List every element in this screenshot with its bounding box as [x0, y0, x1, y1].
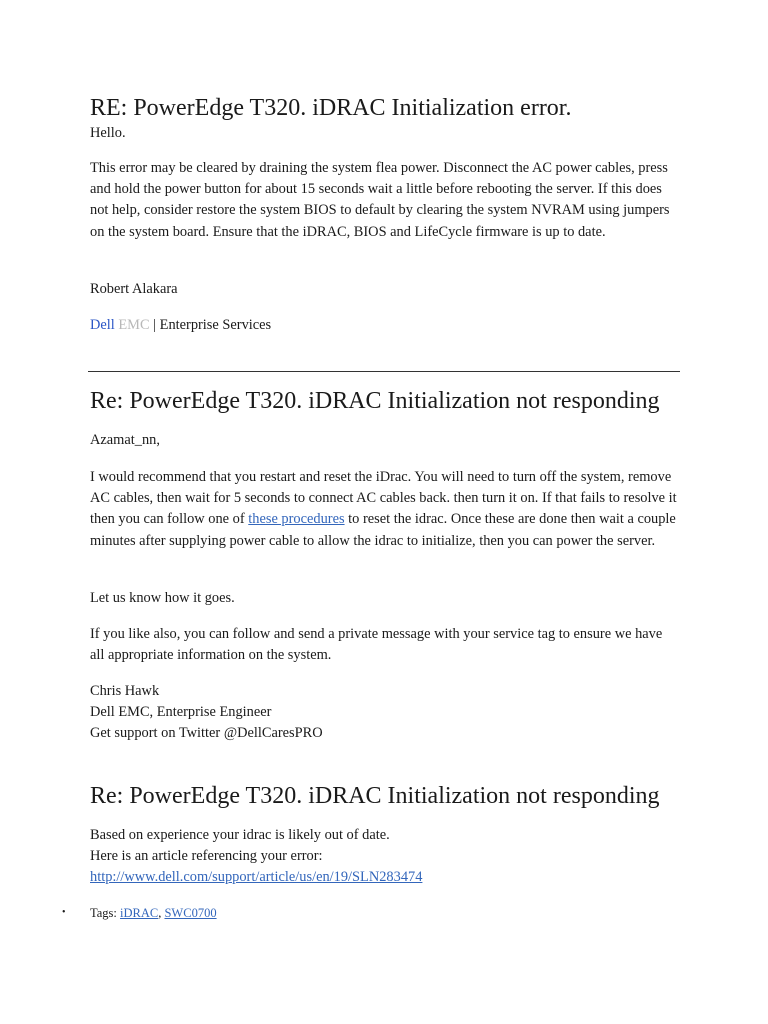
dell-brand: Dell — [90, 317, 115, 333]
post2-signature-name: Chris Hawk — [90, 683, 160, 699]
tag-swc0700-link[interactable]: SWC0700 — [164, 906, 217, 920]
these-procedures-link[interactable]: these procedures — [248, 511, 345, 528]
post3-title: Re: PowerEdge T320. iDRAC Initialization not responding — [90, 783, 660, 809]
post2-signature-role: Dell EMC, Enterprise Engineer — [90, 704, 272, 720]
enterprise-services: | Enterprise Services — [149, 317, 272, 333]
post2-body — [90, 467, 680, 552]
post2-private-message: If you like also, you can follow and send a private message with your service tag to ensure we have all appropriate information on the system. — [90, 626, 663, 664]
tags-line — [90, 904, 217, 922]
post1-author: Robert Alakara — [90, 281, 178, 297]
post2-greeting: Azamat_nn, — [90, 432, 160, 448]
bullet-icon: • — [62, 907, 66, 918]
article-url-link[interactable]: http://www.dell.com/support/article/us/en/19/SLN283474 — [90, 869, 423, 885]
post1-signature — [90, 315, 271, 336]
post2-body-end: to reset the idrac. Once these are done then wait a couple minutes after supplying power cable to allow the idrac to initialize, then you can power the server. — [90, 511, 676, 549]
post2-followup: Let us know how it goes. — [90, 590, 235, 606]
post3-line2: Here is an article referencing your error: — [90, 848, 323, 864]
post1-body: This error may be cleared by draining the system flea power. Disconnect the AC power cables, press and hold the power button for about 15 seconds wait a little before rebooting the server. If this does not help, consider restore the system BIOS to default by clearing the system NVRAM using jumpers on the system board. Ensure that the iDRAC, BIOS and LifeCycle firmware is up to date. — [90, 160, 670, 240]
post1-greeting: Hello. — [90, 125, 126, 141]
post2-title: Re: PowerEdge T320. iDRAC Initialization not responding — [90, 388, 660, 414]
tag-idrac-link[interactable]: iDRAC — [120, 906, 159, 920]
post3-line1: Based on experience your idrac is likely out of date. — [90, 827, 390, 843]
post2-body-start: I would recommend that you restart and reset the iDrac. You will need to turn off the system, remove AC cables, then wait for 5 seconds to connect AC cables back. then turn it on. If that fails to resolve it then you can follow one of — [90, 469, 677, 528]
post2-signature-twitter: Get support on Twitter @DellCaresPRO — [90, 725, 323, 741]
tags-separator: , — [158, 906, 165, 920]
tags-label: Tags: — [90, 906, 121, 920]
emc-brand: EMC — [118, 317, 150, 333]
section-divider — [88, 371, 680, 372]
post1-title: RE: PowerEdge T320. iDRAC Initialization error. — [90, 95, 572, 121]
